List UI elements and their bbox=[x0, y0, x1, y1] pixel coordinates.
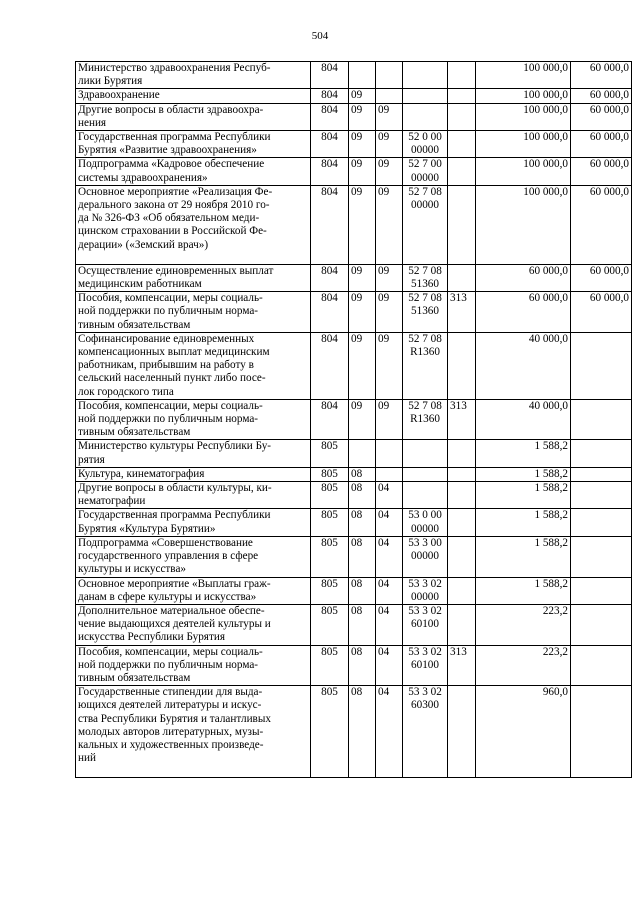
table-row bbox=[76, 399, 632, 440]
target-article-cell bbox=[403, 62, 448, 89]
amount-year-2-cell bbox=[571, 577, 632, 604]
item-name-cell: Пособия, компенсации, меры социаль- ной поддержки по публичным норма- тивным обязательствам bbox=[76, 292, 311, 333]
subsection-code-cell: 09 bbox=[376, 185, 403, 264]
amount-year-2-cell: 60 000,0 bbox=[571, 264, 632, 291]
subsection-code-cell bbox=[376, 62, 403, 89]
ministry-code-cell: 805 bbox=[311, 686, 349, 778]
item-name-cell: Софинансирование единовременных компенсационных выплат медицинским работникам, прибывшим на работу в сельский населенный пункт либо посе- лок городского типа bbox=[76, 332, 311, 399]
target-article-cell bbox=[403, 577, 448, 604]
ministry-code-cell: 804 bbox=[311, 399, 349, 440]
target-article-part: R1360 bbox=[410, 413, 440, 426]
target-article-part: 53 0 00 bbox=[408, 509, 442, 522]
item-name-cell: Основное мероприятие «Реализация Фе- дерального закона от 29 ноября 2010 го- да № 326-ФЗ «Об обязательном меди- цинском страховании в Российской Фе- дерации» («Земский врач») bbox=[76, 185, 311, 264]
target-article-part: 53 3 00 bbox=[408, 536, 442, 549]
section-code-cell: 09 bbox=[349, 89, 376, 103]
subsection-code-cell: 09 bbox=[376, 103, 403, 130]
item-name-cell: Пособия, компенсации, меры социаль- ной поддержки по публичным норма- тивным обязательствам bbox=[76, 645, 311, 686]
subsection-code-cell: 04 bbox=[376, 604, 403, 645]
target-article-cell bbox=[403, 440, 448, 467]
ministry-code-cell: 804 bbox=[311, 103, 349, 130]
ministry-code-cell: 804 bbox=[311, 292, 349, 333]
ministry-code-cell: 805 bbox=[311, 509, 349, 536]
target-article-part: 52 7 08 bbox=[408, 264, 442, 277]
target-article-part: R1360 bbox=[410, 346, 440, 359]
target-article-part: 52 7 08 bbox=[408, 332, 442, 345]
table-row bbox=[76, 131, 632, 158]
ministry-code-cell: 804 bbox=[311, 62, 349, 89]
ministry-code-cell: 804 bbox=[311, 264, 349, 291]
target-article-part: 53 3 02 bbox=[408, 577, 442, 590]
target-article-part: 00000 bbox=[411, 199, 439, 212]
item-name-cell: Подпрограмма «Кадровое обеспечение системы здравоохранения» bbox=[76, 158, 311, 185]
ministry-code-cell: 804 bbox=[311, 332, 349, 399]
amount-year-1-cell: 223,2 bbox=[476, 645, 571, 686]
target-article-part: 00000 bbox=[411, 550, 439, 563]
target-article-part: 51360 bbox=[411, 305, 439, 318]
section-code-cell: 08 bbox=[349, 509, 376, 536]
amount-year-1-cell: 40 000,0 bbox=[476, 399, 571, 440]
subsection-code-cell: 09 bbox=[376, 131, 403, 158]
subsection-code-cell: 04 bbox=[376, 536, 403, 577]
expense-type-cell bbox=[448, 185, 476, 264]
amount-year-1-cell: 100 000,0 bbox=[476, 89, 571, 103]
item-name-cell: Подпрограмма «Совершенствование государственного управления в сфере культуры и искусства» bbox=[76, 536, 311, 577]
amount-year-2-cell bbox=[571, 686, 632, 778]
table-row bbox=[76, 645, 632, 686]
subsection-code-cell bbox=[376, 467, 403, 481]
expense-type-cell bbox=[448, 509, 476, 536]
amount-year-1-cell: 100 000,0 bbox=[476, 131, 571, 158]
amount-year-2-cell: 60 000,0 bbox=[571, 131, 632, 158]
amount-year-2-cell bbox=[571, 536, 632, 577]
amount-year-2-cell bbox=[571, 399, 632, 440]
target-article-part: 00000 bbox=[411, 590, 439, 603]
amount-year-2-cell bbox=[571, 332, 632, 399]
target-article-part: 00000 bbox=[411, 522, 439, 535]
expense-type-cell bbox=[448, 62, 476, 89]
target-article-part: 53 3 02 bbox=[408, 686, 442, 699]
target-article-cell bbox=[403, 604, 448, 645]
expense-type-cell: 313 bbox=[448, 292, 476, 333]
amount-year-2-cell: 60 000,0 bbox=[571, 89, 632, 103]
section-code-cell bbox=[349, 62, 376, 89]
amount-year-2-cell: 60 000,0 bbox=[571, 62, 632, 89]
target-article-part: 00000 bbox=[411, 144, 439, 157]
amount-year-2-cell: 60 000,0 bbox=[571, 158, 632, 185]
subsection-code-cell: 09 bbox=[376, 264, 403, 291]
expense-type-cell bbox=[448, 103, 476, 130]
item-name-cell: Министерство здравоохранения Респуб- лики Бурятия bbox=[76, 62, 311, 89]
item-name-cell: Государственная программа Республики Бурятия «Культура Бурятии» bbox=[76, 509, 311, 536]
subsection-code-cell bbox=[376, 440, 403, 467]
section-code-cell: 09 bbox=[349, 399, 376, 440]
section-code-cell: 08 bbox=[349, 686, 376, 778]
table-row bbox=[76, 62, 632, 89]
subsection-code-cell: 09 bbox=[376, 332, 403, 399]
section-code-cell: 09 bbox=[349, 131, 376, 158]
target-article-cell bbox=[403, 185, 448, 264]
expense-type-cell bbox=[448, 536, 476, 577]
amount-year-1-cell: 60 000,0 bbox=[476, 292, 571, 333]
item-name-cell: Министерство культуры Республики Бу- рятия bbox=[76, 440, 311, 467]
subsection-code-cell: 09 bbox=[376, 158, 403, 185]
item-name-cell: Другие вопросы в области культуры, ки- нематографии bbox=[76, 482, 311, 509]
amount-year-2-cell bbox=[571, 467, 632, 481]
amount-year-1-cell: 100 000,0 bbox=[476, 158, 571, 185]
ministry-code-cell: 804 bbox=[311, 158, 349, 185]
subsection-code-cell: 09 bbox=[376, 399, 403, 440]
target-article-cell bbox=[403, 399, 448, 440]
expense-type-cell bbox=[448, 604, 476, 645]
amount-year-1-cell: 100 000,0 bbox=[476, 185, 571, 264]
amount-year-1-cell: 1 588,2 bbox=[476, 577, 571, 604]
expense-type-cell bbox=[448, 89, 476, 103]
section-code-cell: 08 bbox=[349, 604, 376, 645]
section-code-cell: 09 bbox=[349, 292, 376, 333]
section-code-cell: 08 bbox=[349, 645, 376, 686]
section-code-cell bbox=[349, 440, 376, 467]
amount-year-2-cell: 60 000,0 bbox=[571, 292, 632, 333]
target-article-part: 52 7 08 bbox=[408, 399, 442, 412]
item-name-cell: Другие вопросы в области здравоохра- нения bbox=[76, 103, 311, 130]
amount-year-2-cell bbox=[571, 482, 632, 509]
budget-table-body bbox=[76, 62, 632, 778]
expense-type-cell bbox=[448, 332, 476, 399]
amount-year-1-cell: 60 000,0 bbox=[476, 264, 571, 291]
amount-year-2-cell bbox=[571, 509, 632, 536]
table-row bbox=[76, 332, 632, 399]
expense-type-cell bbox=[448, 131, 476, 158]
table-row bbox=[76, 292, 632, 333]
section-code-cell: 09 bbox=[349, 185, 376, 264]
budget-table bbox=[75, 61, 632, 778]
target-article-part: 53 3 02 bbox=[408, 645, 442, 658]
target-article-cell bbox=[403, 292, 448, 333]
amount-year-2-cell bbox=[571, 440, 632, 467]
subsection-code-cell: 04 bbox=[376, 686, 403, 778]
section-code-cell: 09 bbox=[349, 332, 376, 399]
section-code-cell: 09 bbox=[349, 158, 376, 185]
amount-year-1-cell: 960,0 bbox=[476, 686, 571, 778]
table-row bbox=[76, 103, 632, 130]
table-row bbox=[76, 185, 632, 264]
ministry-code-cell: 804 bbox=[311, 89, 349, 103]
expense-type-cell bbox=[448, 686, 476, 778]
target-article-cell bbox=[403, 332, 448, 399]
ministry-code-cell: 805 bbox=[311, 482, 349, 509]
target-article-part: 51360 bbox=[411, 278, 439, 291]
subsection-code-cell bbox=[376, 89, 403, 103]
item-name-cell: Здравоохранение bbox=[76, 89, 311, 103]
item-name-cell: Основное мероприятие «Выплаты граж- данам в сфере культуры и искусства» bbox=[76, 577, 311, 604]
ministry-code-cell: 804 bbox=[311, 185, 349, 264]
expense-type-cell bbox=[448, 482, 476, 509]
table-row bbox=[76, 536, 632, 577]
section-code-cell: 08 bbox=[349, 536, 376, 577]
target-article-part: 52 7 08 bbox=[408, 292, 442, 305]
subsection-code-cell: 04 bbox=[376, 509, 403, 536]
expense-type-cell bbox=[448, 440, 476, 467]
target-article-part: 52 7 08 bbox=[408, 185, 442, 198]
amount-year-2-cell bbox=[571, 604, 632, 645]
amount-year-1-cell: 40 000,0 bbox=[476, 332, 571, 399]
ministry-code-cell: 805 bbox=[311, 645, 349, 686]
ministry-code-cell: 804 bbox=[311, 131, 349, 158]
target-article-part: 60300 bbox=[411, 699, 439, 712]
ministry-code-cell: 805 bbox=[311, 604, 349, 645]
subsection-code-cell: 04 bbox=[376, 645, 403, 686]
target-article-cell bbox=[403, 467, 448, 481]
target-article-part: 53 3 02 bbox=[408, 604, 442, 617]
amount-year-1-cell: 1 588,2 bbox=[476, 467, 571, 481]
amount-year-1-cell: 1 588,2 bbox=[476, 440, 571, 467]
ministry-code-cell: 805 bbox=[311, 577, 349, 604]
table-row bbox=[76, 440, 632, 467]
target-article-part: 52 0 00 bbox=[408, 131, 442, 144]
amount-year-1-cell: 100 000,0 bbox=[476, 62, 571, 89]
table-row bbox=[76, 89, 632, 103]
page-number: 504 bbox=[311, 30, 329, 42]
target-article-cell bbox=[403, 536, 448, 577]
expense-type-cell bbox=[448, 577, 476, 604]
target-article-part: 60100 bbox=[411, 618, 439, 631]
target-article-cell bbox=[403, 158, 448, 185]
amount-year-2-cell: 60 000,0 bbox=[571, 185, 632, 264]
target-article-part: 60100 bbox=[411, 658, 439, 671]
target-article-cell bbox=[403, 264, 448, 291]
section-code-cell: 08 bbox=[349, 482, 376, 509]
item-name-cell: Государственная программа Республики Бурятия «Развитие здравоохранения» bbox=[76, 131, 311, 158]
target-article-cell bbox=[403, 645, 448, 686]
target-article-cell bbox=[403, 103, 448, 130]
item-name-cell: Дополнительное материальное обеспе- чение выдающихся деятелей культуры и искусства Республики Бурятия bbox=[76, 604, 311, 645]
table-row bbox=[76, 264, 632, 291]
expense-type-cell bbox=[448, 467, 476, 481]
target-article-cell bbox=[403, 686, 448, 778]
target-article-cell bbox=[403, 89, 448, 103]
subsection-code-cell: 09 bbox=[376, 292, 403, 333]
amount-year-2-cell bbox=[571, 645, 632, 686]
table-row bbox=[76, 467, 632, 481]
item-name-cell: Пособия, компенсации, меры социаль- ной поддержки по публичным норма- тивным обязательствам bbox=[76, 399, 311, 440]
item-name-cell: Государственные стипендии для выда- ющихся деятелей литературы и искус- ства Республики Бурятия и талантливых молодых авторов литературных, музы- кальных и художественных произведе- ний bbox=[76, 686, 311, 778]
target-article-cell bbox=[403, 482, 448, 509]
amount-year-1-cell: 223,2 bbox=[476, 604, 571, 645]
table-row bbox=[76, 509, 632, 536]
expense-type-cell: 313 bbox=[448, 645, 476, 686]
target-article-part: 00000 bbox=[411, 171, 439, 184]
amount-year-1-cell: 1 588,2 bbox=[476, 482, 571, 509]
subsection-code-cell: 04 bbox=[376, 577, 403, 604]
target-article-cell bbox=[403, 131, 448, 158]
section-code-cell: 09 bbox=[349, 103, 376, 130]
table-row bbox=[76, 686, 632, 778]
table-row bbox=[76, 158, 632, 185]
amount-year-1-cell: 1 588,2 bbox=[476, 536, 571, 577]
ministry-code-cell: 805 bbox=[311, 536, 349, 577]
amount-year-2-cell: 60 000,0 bbox=[571, 103, 632, 130]
table-row bbox=[76, 482, 632, 509]
table-row bbox=[76, 577, 632, 604]
ministry-code-cell: 805 bbox=[311, 467, 349, 481]
item-name-cell: Культура, кинематография bbox=[76, 467, 311, 481]
subsection-code-cell: 04 bbox=[376, 482, 403, 509]
expense-type-cell bbox=[448, 264, 476, 291]
amount-year-1-cell: 100 000,0 bbox=[476, 103, 571, 130]
table-row bbox=[76, 604, 632, 645]
target-article-cell bbox=[403, 509, 448, 536]
amount-year-1-cell: 1 588,2 bbox=[476, 509, 571, 536]
expense-type-cell: 313 bbox=[448, 399, 476, 440]
section-code-cell: 09 bbox=[349, 264, 376, 291]
item-name-cell: Осуществление единовременных выплат медицинским работникам bbox=[76, 264, 311, 291]
ministry-code-cell: 805 bbox=[311, 440, 349, 467]
expense-type-cell bbox=[448, 158, 476, 185]
target-article-part: 52 7 00 bbox=[408, 158, 442, 171]
section-code-cell: 08 bbox=[349, 577, 376, 604]
section-code-cell: 08 bbox=[349, 467, 376, 481]
